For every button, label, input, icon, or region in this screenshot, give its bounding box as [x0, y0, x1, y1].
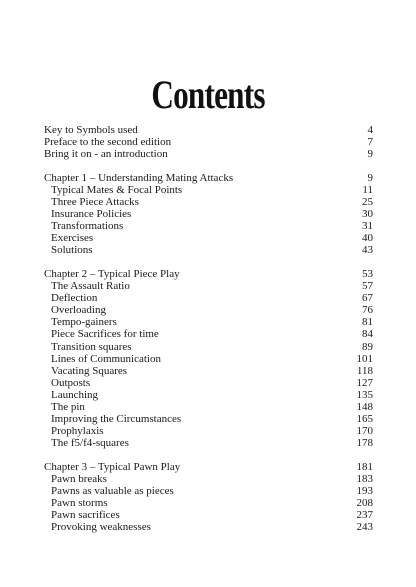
toc-subentry [44, 280, 373, 292]
toc-subentry [44, 353, 373, 365]
toc-entry-label: Chapter 3 – Typical Pawn Play [44, 460, 181, 473]
toc-page-number: 53 [362, 267, 373, 280]
toc-entry-label: Piece Sacrifices for time [51, 328, 159, 341]
toc-entry-label: Chapter 1 – Understanding Mating Attacks [44, 171, 234, 184]
toc-entry-label: Transformations [51, 220, 124, 233]
toc-entry-label: Deflection [51, 292, 98, 305]
toc-subentry [44, 292, 373, 304]
toc-entry-label: Preface to the second edition [44, 136, 172, 149]
toc-page-number: 4 [367, 124, 373, 136]
toc-page-number: 127 [356, 376, 373, 389]
toc-subentry [44, 485, 373, 497]
toc-page-number: 178 [356, 437, 373, 450]
toc-subentry [44, 304, 373, 316]
toc-entry-label: Improving the Circumstances [51, 413, 182, 426]
toc-page-number: 101 [356, 352, 373, 365]
toc-section [44, 461, 373, 534]
toc-page-number: 9 [367, 171, 373, 184]
toc-page-number: 25 [362, 195, 373, 208]
toc-entry [44, 172, 373, 184]
toc-page-number: 30 [362, 208, 373, 221]
toc-entry-label: Prophylaxis [51, 425, 104, 438]
toc-page-number: 40 [362, 232, 373, 245]
toc-entry [44, 461, 373, 473]
toc-subentry [44, 208, 373, 220]
toc-subentry [44, 316, 373, 328]
toc-section [44, 172, 373, 257]
toc-page-number: 148 [356, 400, 373, 413]
toc-page-number: 181 [356, 460, 373, 473]
toc-entry-label: Lines of Communication [51, 352, 161, 365]
toc-entry-label: Key to Symbols used [44, 124, 138, 136]
toc-page-number: 208 [356, 497, 373, 510]
toc-entry [44, 136, 373, 148]
toc-subentry [44, 497, 373, 509]
toc-entry-label: The pin [51, 400, 85, 413]
toc-entry-label: Outposts [51, 376, 91, 389]
toc-page-number: 118 [356, 364, 373, 377]
toc-subentry [44, 196, 373, 208]
toc-entry-label: Typical Mates & Focal Points [51, 183, 183, 196]
toc-subentry [44, 184, 373, 196]
toc-page-number: 135 [356, 388, 373, 401]
toc-entry-label: Overloading [51, 304, 106, 317]
toc-entry [44, 124, 373, 136]
toc-page-number: 193 [356, 485, 373, 498]
table-of-contents [44, 124, 373, 545]
toc-page-number: 165 [356, 413, 373, 426]
toc-entry-label: Tempo-gainers [51, 316, 117, 329]
toc-page-number: 243 [356, 521, 373, 534]
toc-subentry [44, 437, 373, 449]
toc-entry-label: Solutions [51, 244, 93, 257]
toc-page-number: 9 [367, 148, 373, 161]
toc-subentry [44, 341, 373, 353]
toc-entry-label: Pawn sacrifices [51, 509, 120, 522]
toc-page-number: 7 [367, 136, 373, 149]
toc-page-number: 170 [356, 425, 373, 438]
toc-section [44, 268, 373, 449]
toc-subentry [44, 389, 373, 401]
toc-entry-label: Launching [51, 388, 99, 401]
toc-entry-label: Chapter 2 – Typical Piece Play [44, 267, 180, 280]
toc-entry-label: Provoking weaknesses [51, 521, 151, 534]
toc-entry-label: Three Piece Attacks [51, 195, 139, 208]
toc-subentry [44, 377, 373, 389]
toc-subentry [44, 473, 373, 485]
toc-page-number: 67 [362, 292, 373, 305]
toc-entry-label: Insurance Policies [51, 208, 132, 221]
toc-subentry [44, 521, 373, 533]
toc-page-number: 11 [362, 183, 373, 196]
toc-page-number: 31 [362, 220, 373, 233]
toc-subentry [44, 244, 373, 256]
toc-subentry [44, 509, 373, 521]
page-title: Contents [151, 71, 265, 117]
toc-entry-label: Pawn breaks [51, 472, 107, 485]
toc-subentry [44, 220, 373, 232]
toc-page-number: 76 [362, 304, 373, 317]
toc-subentry [44, 232, 373, 244]
toc-entry [44, 148, 373, 160]
toc-page-number: 43 [362, 244, 373, 257]
toc-subentry [44, 365, 373, 377]
toc-entry-label: Exercises [51, 232, 94, 245]
toc-page-number: 84 [362, 328, 373, 341]
toc-entry-label: Bring it on - an introduction [44, 148, 168, 161]
toc-subentry [44, 401, 373, 413]
toc-entry-label: Transition squares [51, 340, 132, 353]
toc-entry [44, 268, 373, 280]
toc-subentry [44, 328, 373, 340]
toc-entry-label: The f5/f4-squares [51, 437, 129, 450]
toc-page-number: 237 [356, 509, 373, 522]
toc-subentry [44, 413, 373, 425]
toc-entry-label: Pawns as valuable as pieces [51, 485, 174, 498]
toc-entry-label: Pawn storms [51, 497, 108, 510]
toc-entry-label: Vacating Squares [51, 364, 128, 377]
toc-page-number: 89 [362, 340, 373, 353]
toc-section [44, 124, 373, 160]
toc-page-number: 81 [362, 316, 373, 329]
toc-page-number: 183 [356, 472, 373, 485]
toc-page-number: 57 [362, 280, 373, 293]
toc-subentry [44, 425, 373, 437]
toc-entry-label: The Assault Ratio [51, 280, 130, 293]
